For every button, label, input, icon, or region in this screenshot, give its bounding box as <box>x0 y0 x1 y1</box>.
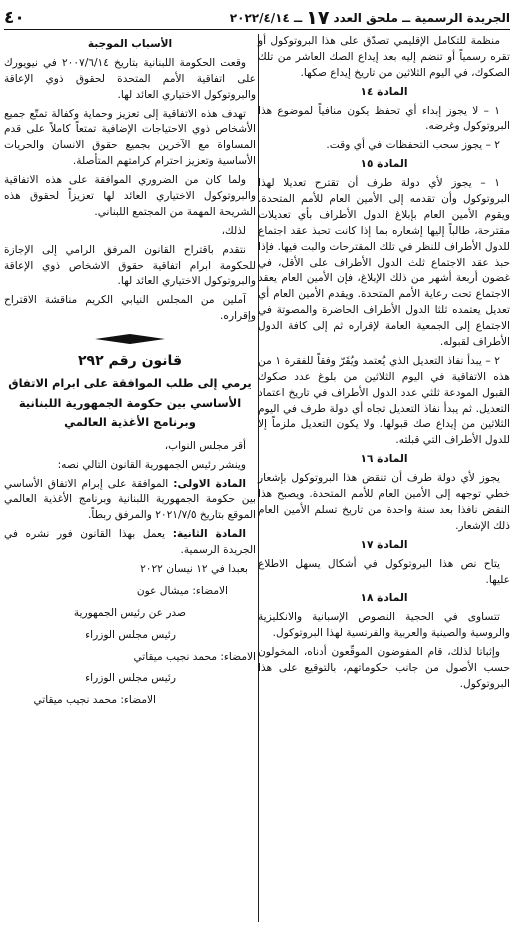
reasons-title: الأسباب الموجبة <box>87 38 173 50</box>
article-18-paragraph-2: وإثباتا لذلك، قام المفوضون الموقّعون أدناه، المخولون حسب الأصول من جانب حكوماتهم، بالتوقيع على هذا البروتوكول. <box>258 646 510 690</box>
header-issue-number: ١٧ <box>306 6 330 29</box>
article-1-text: الموافقة على إبرام الاتفاق الأساسي بين حكومة الجمهورية اللبنانية وبرنامج الأغذية العالمي الموقع بتاريخ ٢٠٢١/٧/٥ والمرفق ربطاً. <box>4 477 256 522</box>
article-14-paragraph-2: ٢ – يجوز سحب التحفظات في أي وقت. <box>326 139 500 152</box>
enactment-line-2: وينشر رئيس الجمهورية القانون التالي نصه: <box>57 458 246 471</box>
article-14-title: المادة ١٤ <box>360 85 408 98</box>
article-1 <box>4 477 256 525</box>
left-column <box>4 34 256 715</box>
law-number: قانون رقم ٢٩٢ <box>77 353 182 370</box>
header-title <box>230 7 510 29</box>
page-number: ٤٠ <box>4 7 25 28</box>
pm-signature-1: الامضاء: محمد نجيب ميقاتي <box>133 650 256 663</box>
header-publication: الجريدة الرسمية ــ ملحق العدد <box>333 10 510 25</box>
pm-title-2: رئيس مجلس الوزراء <box>85 672 176 685</box>
article-2-text: يعمل بهذا القانون فور نشره في الجريدة الرسمية. <box>4 528 256 557</box>
section-ornament <box>4 333 256 345</box>
article-15-paragraph-2: ٢ – يبدأ نفاذ التعديل الذي يُعتمد ويُقَرّ وفقاً للفقرة ١ من هذه الاتفاقية في اليوم الثلاثين من بلوغ عدد صكوك القبول المودعة ثلثي عدد الدول الأطراف في تاريخ اعتماد التعديل. ثم يبدأ نفاذ التعديل تجاه أي دولة طرف في اليوم الثلاثين من إيداع صك قبولها. ولا يكون التعديل ملزماً إلا للدول الأطراف التي قبلته. <box>258 354 510 447</box>
article-16-title: المادة ١٦ <box>360 453 408 466</box>
article-15-paragraph-1: ١ – يجوز لأي دولة طرف أن تقترح تعديلا لهذا البروتوكول وأن تقدمه إلى الأمين العام للأمم المتحدة. ويقوم الأمين العام بإبلاغ الدول الأطراف بأي تعديلات مقترحة، طالباً إليها إشعاره بما إذا كانت تحبذ عقد اجتماع للدول الأطراف للنظر في تلك المقترحات والبت فيها. فإذا حبذ عقد الاجتماع ثلث الدول الأطراف على الأقل، في غضون أربعة أشهر من ذلك الإبلاغ، فإن الأمين العام يعقد الاجتماع تحت رعاية الأمم المتحدة. ويقدم الأمين العام أي تعديل يعتمده ثلثا الدول الأطراف الحاضرة والمصوتة في الاجتماع إلى الجمعية العامة لإقراره ثم إلى كافة الدول الأطراف لقبوله. <box>258 177 510 349</box>
article-2 <box>4 527 256 559</box>
article-18-paragraph-1: تتساوى في الحجية النصوص الإسبانية والانكليزية والروسية والصينية والعربية والفرنسية لهذا البروتوكول. <box>258 611 510 640</box>
intro-paragraph: منظمة للتكامل الإقليمي تصدّق على هذا البروتوكول أو تقره رسمياً أو تنضم إليه بعد إيداع الصك العاشر من تلك الصكوك، في اليوم الثلاثين من تاريخ إيداع صكها. <box>258 35 510 79</box>
reasons-paragraph-4: لذلك، <box>221 224 246 237</box>
page-header <box>4 6 510 30</box>
diamond-ornament-icon <box>95 333 165 345</box>
article-1-label: المادة الاولى: <box>173 477 247 490</box>
reasons-paragraph-6: آملين من المجلس النيابي الكريم مناقشة الاقتراح وإقراره. <box>4 294 256 323</box>
pm-title-1: رئيس مجلس الوزراء <box>85 628 176 641</box>
president-signature: الامضاء: ميشال عون <box>136 584 228 597</box>
reasons-paragraph-2: تهدف هذه الاتفاقية إلى تعزيز وحماية وكفالة تمتّع جميع الأشخاص ذوي الاحتياجات الإضافية تمتعاً كاملاً على قدم المساواة مع الآخرين بجميع حقوق الانسان والحريات الأساسية وتعزيز احترام كرامتهم المتأصلة. <box>4 107 256 168</box>
article-2-label: المادة الثانية: <box>172 528 246 541</box>
reasons-paragraph-3: ولما كان من الضروري الموافقة على هذه الاتفاقية والبروتوكول الاختياري العائد لها تعزيزاً لحقوق هذه الشريحة المهمة من المجتمع اللبناني. <box>4 174 256 218</box>
reasons-paragraph-1: وقعت الحكومة اللبنانية بتاريخ ٢٠٠٧/٦/١٤ في نيويورك على اتفاقية الأمم المتحدة لحقوق ذوي الإعاقة والبروتوكول الاختياري العائد لها. <box>4 56 256 101</box>
article-17-title: المادة ١٧ <box>360 538 408 551</box>
reasons-paragraph-5: نتقدم باقتراح القانون المرفق الرامي إلى الإجازة للحكومة ابرام اتفاقية حقوق الاشخاص ذوي الإعاقة والبروتوكول الاختياري العائد لها. <box>4 243 256 288</box>
article-18-title: المادة ١٨ <box>360 592 408 605</box>
enactment-line-1: أقر مجلس النواب، <box>164 439 246 452</box>
signature-block <box>4 562 256 709</box>
header-date: ــ ٢٠٢٢/٤/١٤ <box>229 10 303 25</box>
article-14-paragraph-1: ١ – لا يجوز إبداء أي تحفظ يكون منافياً لموضوع هذا البروتوكول وغرضه. <box>258 104 510 133</box>
law-title: يرمي إلى طلب الموافقة على ابرام الاتفاق الأساسي بين حكومة الجمهورية اللبنانية وبرنامج الأغذية العالمي <box>8 376 252 430</box>
right-column <box>258 34 510 696</box>
date-line: بعبدا في ١٢ نيسان ٢٠٢٢ <box>140 563 248 576</box>
article-17-paragraph: يتاح نص هذا البروتوكول في أشكال يسهل الاطلاع عليها. <box>258 557 510 586</box>
article-15-title: المادة ١٥ <box>360 158 408 171</box>
article-16-paragraph: يجوز لأي دولة طرف أن تنقض هذا البروتوكول بإشعار خطي توجهه إلى الأمين العام للأمم المتحدة. ويصبح هذا النقض نافذا بعد سنة واحدة من تاريخ تسلم الأمين العام ذلك الإشعار. <box>258 472 510 532</box>
issued-by-line: صدر عن رئيس الجمهورية <box>73 606 186 619</box>
pm-signature-2: الامضاء: محمد نجيب ميقاتي <box>33 694 156 707</box>
